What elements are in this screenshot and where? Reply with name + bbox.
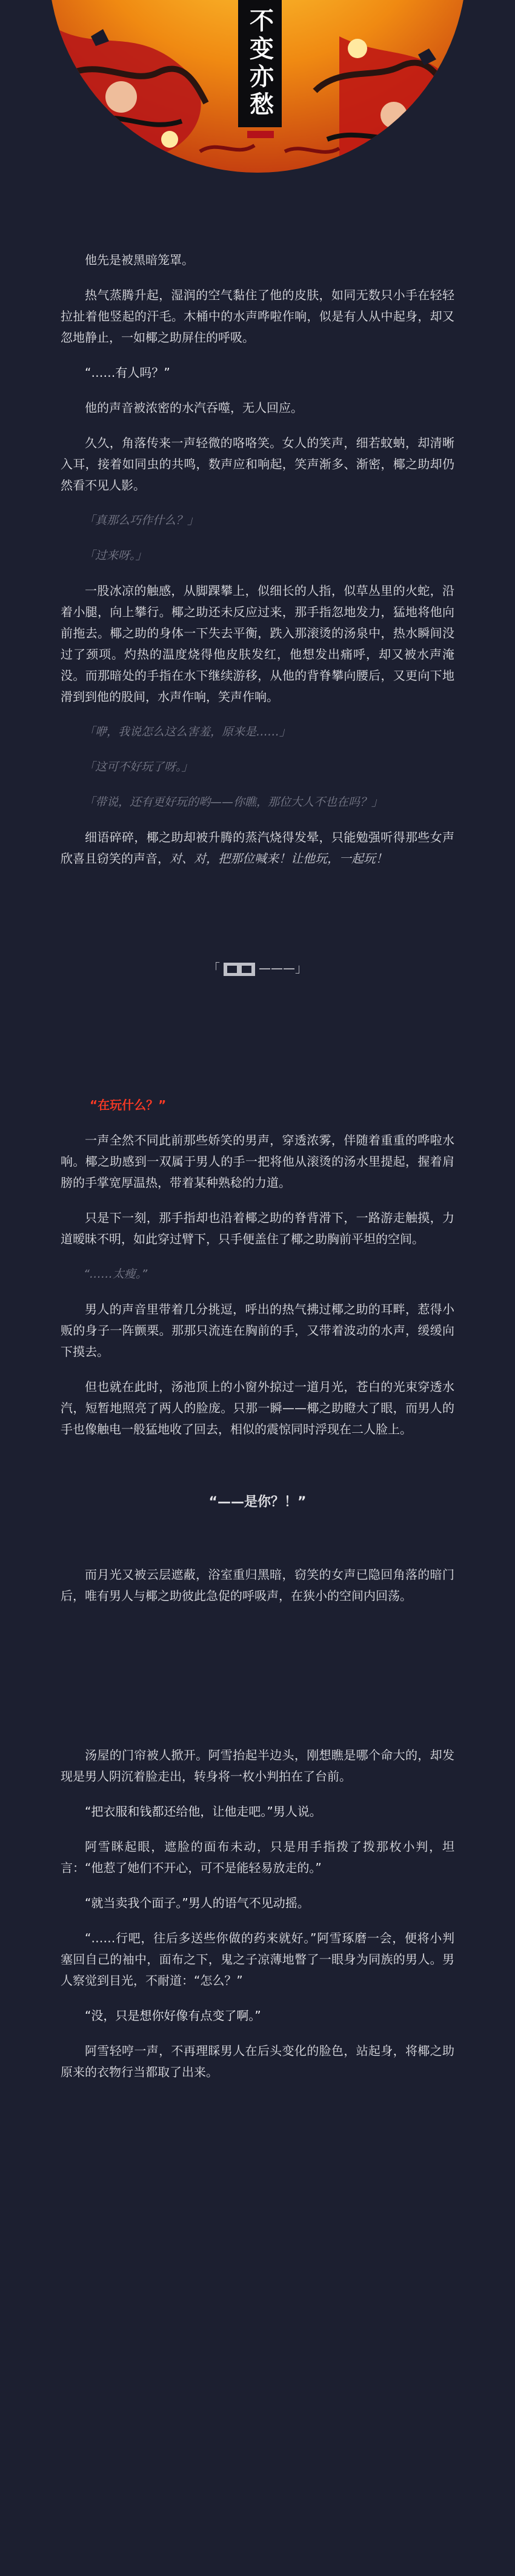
header-artwork xyxy=(0,0,515,182)
title-banner xyxy=(238,0,282,127)
paragraph: 只是下一刻，那手指却也沿着椰之助的脊背滑下，一路游走触摸，力道暧昧不明，如此穿过臂下，只手便盖住了椰之助胸前平坦的空间。 xyxy=(61,1210,454,1246)
divider-close: 」 xyxy=(295,961,307,975)
page-title: 不变亦愁 xyxy=(245,8,274,119)
paragraph-text: 细语碎碎，椰之助却被升腾的蒸汽烧得发晕，只能勉强听得那些女声欣喜且窃笑的声音， xyxy=(61,830,454,866)
paragraph: 久久，角落传来一声轻微的咯咯笑。女人的笑声，细若蚊蚋，却清晰入耳，接着如同虫的共鸣，数声应和响起，笑声渐多、渐密，椰之助却仍然看不见人影。 xyxy=(61,436,454,493)
paragraph: 而月光又被云层遮蔽，浴室重归黑暗，窃笑的女声已隐回角落的暗门后，唯有男人与椰之助彼此急促的呼吸声，在狭小的空间内回荡。 xyxy=(61,1567,454,1603)
story-content xyxy=(61,250,454,2097)
paragraph: 一声全然不同此前那些娇笑的男声，穿透浓雾，伴随着重重的哗啦水响。椰之助感到一双属于男人的手一把将他从滚烫的汤水里提起，握着肩膀的手掌宽厚温热，带着某种熟稔的力道。 xyxy=(61,1133,454,1190)
paragraph: 热气蒸腾升起，湿润的空气黏住了他的皮肤，如同无数只小手在轻轻拉扯着他竖起的汗毛。木桶中的水声哗啦作响，似是有人从中起身，却又忽地静止，一如椰之助屏住的呼吸。 xyxy=(61,288,454,345)
paragraph: “没，只是想你好像有点变了啊。” xyxy=(85,2008,261,2023)
paragraph: 他的声音被浓密的水汽吞噬，无人回应。 xyxy=(85,400,303,415)
section-two xyxy=(61,1095,454,1607)
exclamation-dialog: “——是你？！” xyxy=(208,1495,307,1510)
section-three xyxy=(61,1745,454,2083)
divider-ornament-icon xyxy=(224,963,255,976)
paragraph: “把衣服和钱都还给他，让他走吧。”男人说。 xyxy=(85,1804,322,1819)
paragraph: “……有人吗？” xyxy=(85,365,170,380)
red-seal-stamp xyxy=(247,131,274,138)
highlight-dialog: “在玩什么？” xyxy=(90,1098,167,1112)
paragraph: 但也就在此时，汤池顶上的小窗外掠过一道月光，苍白的光束穿透水汽，短暂地照亮了两人的脸庞。只那一瞬——椰之助瞪大了眼，而男人的手也像触电一般猛地收了回去，相似的震惊同时浮现在二人脸上。 xyxy=(61,1379,454,1436)
paragraph: 阿雪眯起眼，遮脸的面布未动，只是用手指拨了拨那枚小判，坦言：“他惹了她们不开心，可不是能轻易放走的。” xyxy=(61,1839,454,1875)
whisper-line: 「过来呀。」 xyxy=(84,549,147,562)
paragraph: 汤屋的门帘被人掀开。阿雪抬起半边头，刚想瞧是哪个命大的，却发现是男人阴沉着脸走出，转身将一枚小判拍在了台前。 xyxy=(61,1748,454,1784)
whisper-line: 「咿，我说怎么这么害羞，原来是……」 xyxy=(84,725,291,739)
section-divider xyxy=(61,958,454,976)
whisper-line: 「带说，还有更好玩的哟——你瞧，那位大人不也在吗？」 xyxy=(84,795,384,809)
section-one xyxy=(61,250,454,869)
emphasis-text: 对、对，把那位喊来！让他玩，一起玩！ xyxy=(170,851,388,866)
paragraph xyxy=(61,827,454,869)
paragraph: “……太瘦。” xyxy=(84,1267,148,1281)
paragraph: 阿雪轻哼一声，不再理睬男人在后头变化的脸色，站起身，将椰之助原来的衣物行当都取了出来。 xyxy=(61,2043,454,2079)
divider-open: 「 xyxy=(208,961,220,975)
paragraph: 一股冰凉的触感，从脚踝攀上，似细长的人指，似草丛里的火蛇，沿着小腿，向上攀行。椰之助还未反应过来，那手指忽地发力，猛地将他向前拖去。椰之助的身体一下失去平衡，跌入那滚烫的汤泉中，热水瞬间没过了颈项。灼热的温度烧得他皮肤发红，他想发出痛呼，却又被水声淹没。而那暗处的手指在水下继续游移，从他的背脊攀向腰后，又更向下地滑到到他的股间，水声作响，笑声作响。 xyxy=(61,583,454,704)
paragraph: “就当卖我个面子。”男人的语气不见动摇。 xyxy=(85,1896,310,1910)
whisper-line: 「真那么巧作什么？」 xyxy=(84,514,199,527)
paragraph: 他先是被黑暗笼罩。 xyxy=(85,253,194,267)
paragraph: 男人的声音里带着几分挑逗，呼出的热气拂过椰之助的耳畔，惹得小贩的身子一阵颤栗。那那只流连在胸前的手，又带着波动的水声，缓缓向下摸去。 xyxy=(61,1302,454,1359)
divider-dash: ——— xyxy=(259,961,295,975)
whisper-line: 「这可不好玩了呀。」 xyxy=(84,760,193,774)
paragraph: “……行吧，往后多送些你做的药来就好。”阿雪琢磨一会，便将小判塞回自己的袖中，面布之下，鬼之子凉薄地瞥了一眼身为同族的男人。男人察觉到目光，不耐道：“怎么？” xyxy=(61,1931,454,1988)
